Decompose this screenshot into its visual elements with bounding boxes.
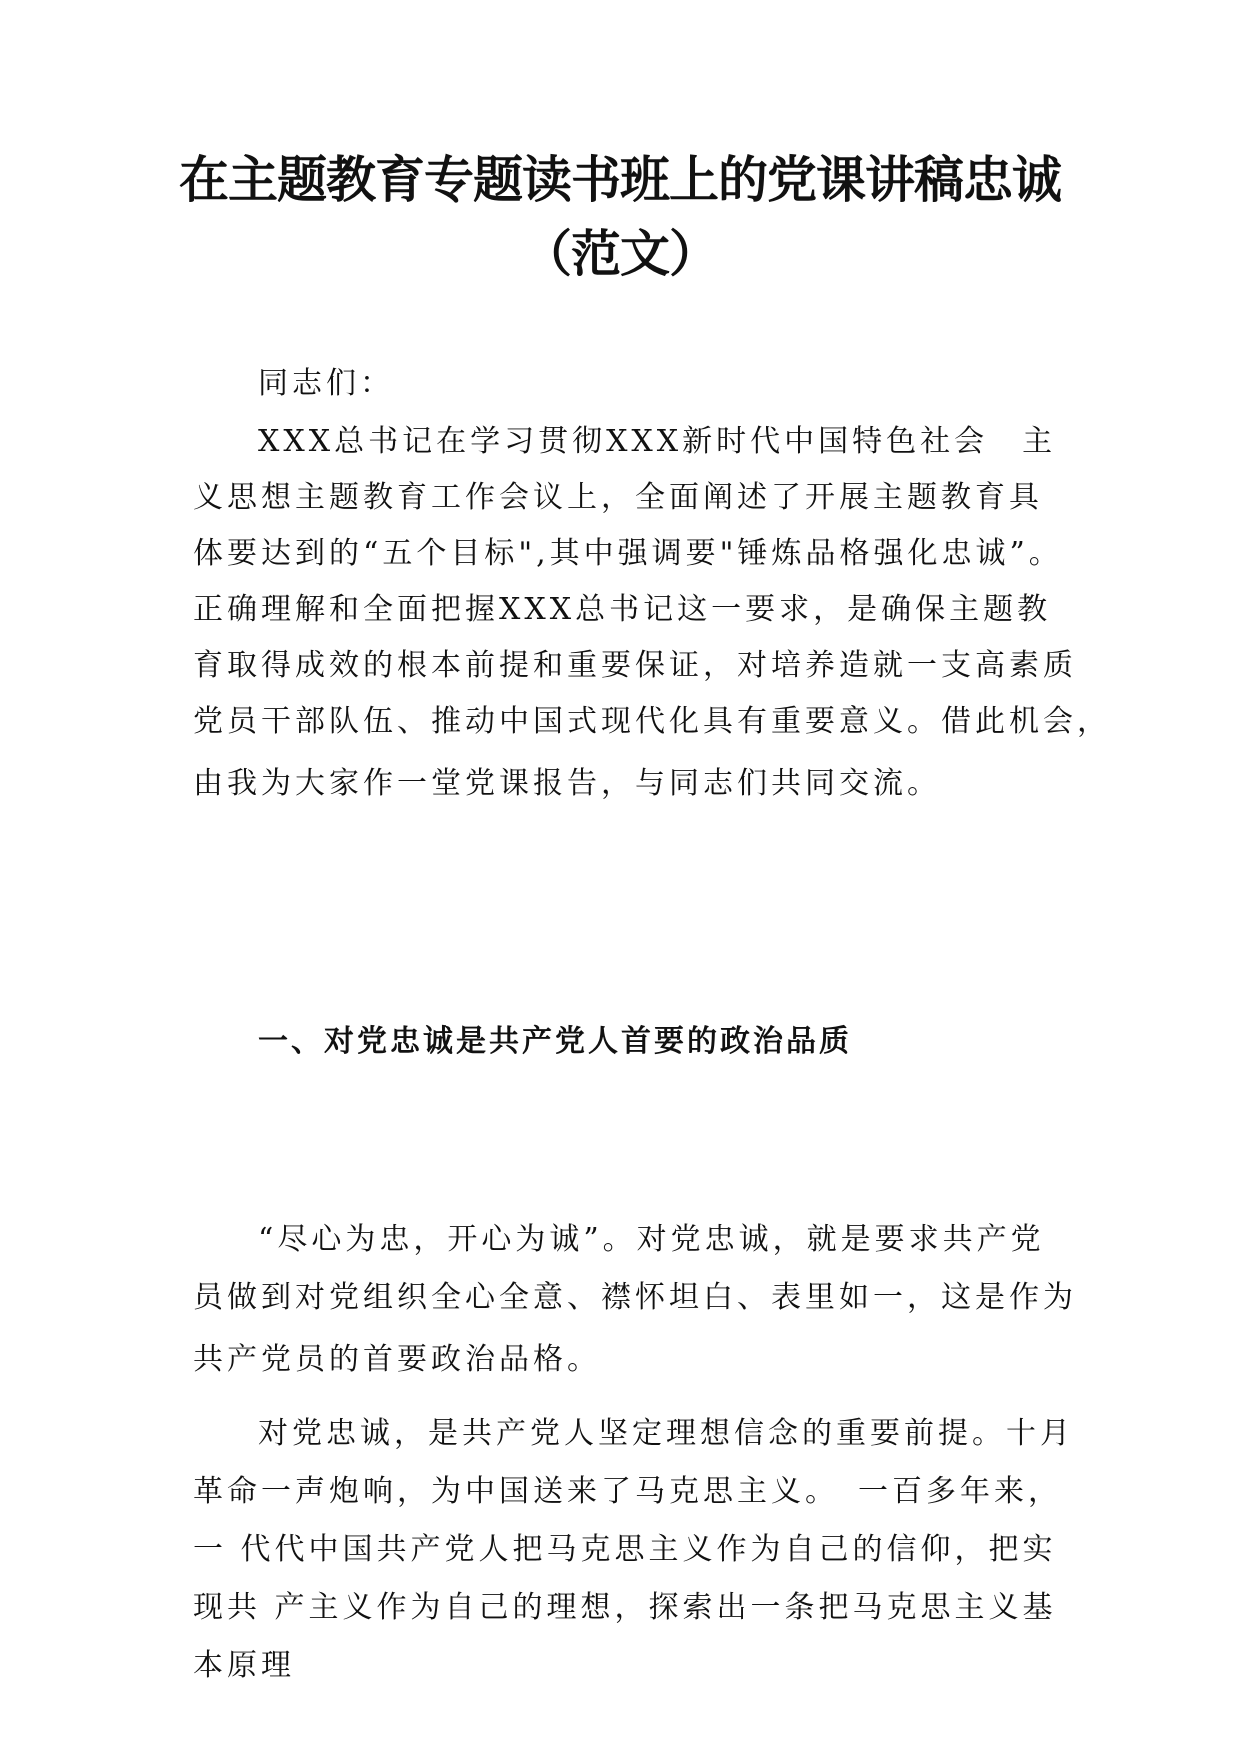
paragraph-line: 由我为大家作一堂党课报告，与同志们共同交流。: [193, 766, 941, 801]
paragraph-line: 革命一声炮响，为中国送来了马克思主义。 一百多年来，: [193, 1474, 1062, 1509]
paragraph-line: “尽心为忠，开心为诚”。对党忠诚，就是要求共产党: [258, 1222, 1045, 1257]
paragraph-line: 正确理解和全面把握XXX总书记这一要求，是确保主题教: [193, 592, 1052, 627]
document-title-line-2: （范文）: [522, 225, 718, 283]
paragraph-line: 员做到对党组织全心全意、襟怀坦白、表里如一，这是作为: [193, 1280, 1077, 1315]
section-heading: 一、对党忠诚是共产党人首要的政治品质: [258, 1024, 852, 1059]
paragraph-line: 党员干部队伍、推动中国式现代化具有重要意义。借此机会，: [193, 704, 1111, 739]
document-title-line-1: 在主题教育专题读书班上的党课讲稿忠诚: [179, 151, 1061, 209]
paragraph-line: 本原理: [193, 1648, 295, 1683]
paragraph-line: 对党忠诚，是共产党人坚定理想信念的重要前提。十月: [258, 1416, 1074, 1451]
paragraph-line: 义思想主题教育工作会议上，全面阐述了开展主题教育具: [193, 480, 1043, 515]
paragraph-line: 一 代代中国共产党人把马克思主义作为自己的信仰，把实: [193, 1532, 1057, 1567]
paragraph-line: 体要达到的“五个目标",其中强调要"锤炼品格强化忠诚”。: [193, 536, 1063, 571]
paragraph-line: 现共 产主义作为自己的理想，探索出一条把马克思主义基: [193, 1590, 1057, 1625]
paragraph-line: 共产党员的首要政治品格。: [193, 1342, 601, 1377]
salutation: 同志们：: [258, 366, 394, 401]
paragraph-line: 育取得成效的根本前提和重要保证，对培养造就一支高素质: [193, 648, 1077, 683]
paragraph-line: XXX总书记在学习贯彻XXX新时代中国特色社会 主: [258, 424, 1057, 459]
